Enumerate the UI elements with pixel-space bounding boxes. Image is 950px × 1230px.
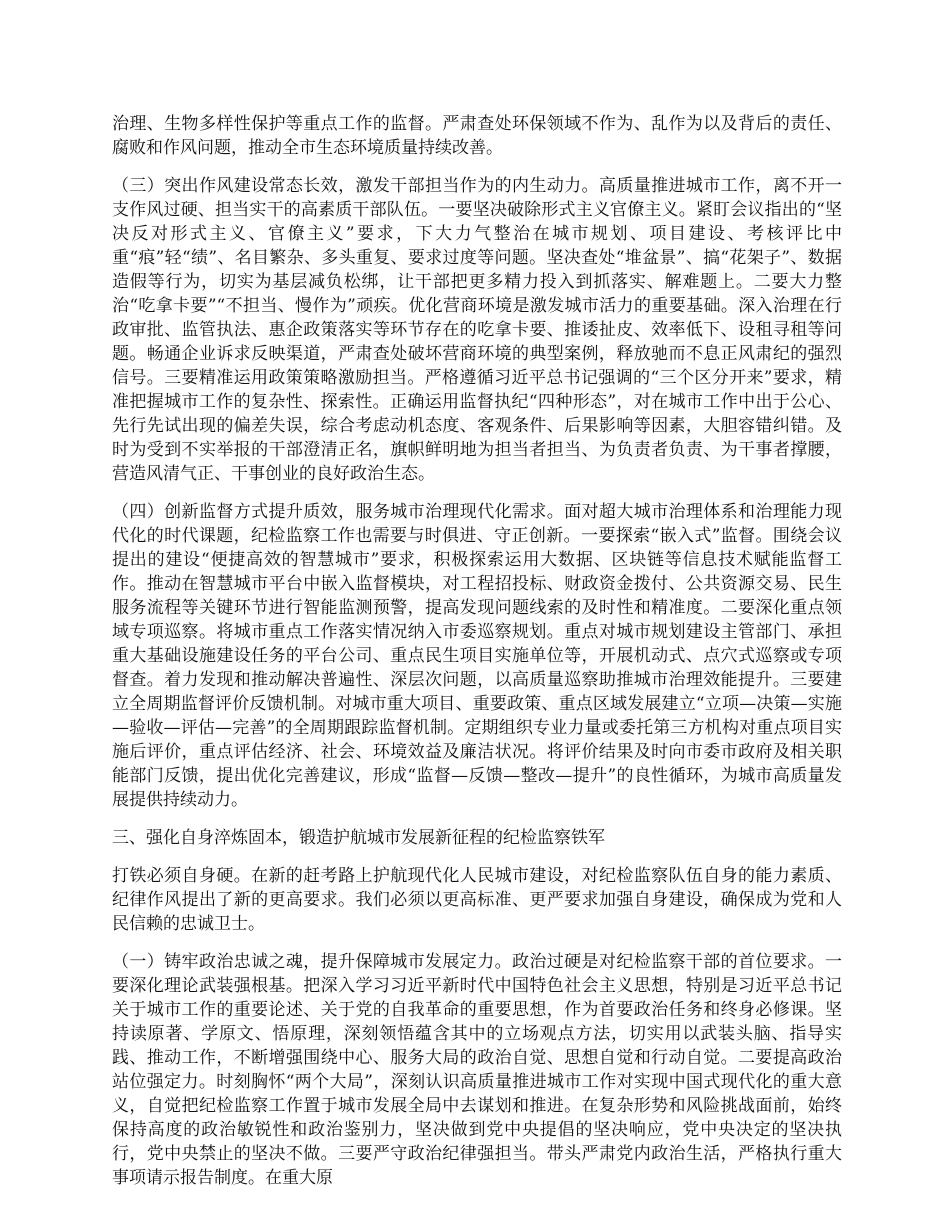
paragraph-political-loyalty: （一）铸牢政治忠诚之魂，提升保障城市发展定力。政治过硬是对纪检监察干部的首位要求。一要深化理论武装强根基。把深入学习习近平新时代中国特色社会主义思想，特别是习近平总书记关于城市工作的重要论述、关于党的自我革命的重要思想，作为首要政治任务和终身必修课。坚持读原著、学原文、悟原理，深刻领悟蕴含其中的立场观点方法，切实用以武装头脑、指导实践、推动工作，不断增强围绕中心、服务大局的政治自觉、思想自觉和行动自觉。二要提高政治站位强定力。时刻胸怀“两个大局”，深刻认识高质量推进城市工作对实现中国式现代化的重大意义，自觉把纪检监察工作置于城市发展全局中去谋划和推进。在复杂形势和风险挑战面前，始终保持高度的政治敏锐性和政治鉴别力，坚决做到党中央提倡的坚决响应，党中央决定的坚决执行，党中央禁止的坚决不做。三要严守政治纪律强担当。带头严肃党内政治生活，严格执行重大事项请示报告制度。在重大原 [112, 952, 842, 1188]
document-page [112, 112, 842, 1204]
paragraph-supervision-innovation: （四）创新监督方式提升质效，服务城市治理现代化需求。面对超大城市治理体系和治理能力现代化的时代课题，纪检监察工作也需要与时俱进、守正创新。一要探索“嵌入式”监督。围绕会议提出的建设“便捷高效的智慧城市”要求，积极探索运用大数据、区块链等信息技术赋能监督工作。推动在智慧城市平台中嵌入监督模块，对工程招投标、财政资金拨付、公共资源交易、民生服务流程等关键环节进行智能监测预警，提高发现问题线索的及时性和精准度。二要深化重点领域专项巡察。将城市重点工作落实情况纳入市委巡察规划。重点对城市规划建设主管部门、承担重大基础设施建设任务的平台公司、重点民生项目实施单位等，开展机动式、点穴式巡察或专项督查。着力发现和推动解决普遍性、深层次问题，以高质量巡察助推城市治理效能提升。三要建立全周期监督评价反馈机制。对城市重大项目、重要政策、重点区域发展建立“立项—决策—实施—验收—评估—完善”的全周期跟踪监督机制。定期组织专业力量或委托第三方机构对重点项目实施后评价，重点评估经济、社会、环境效益及廉洁状况。将评价结果及时向市委市政府及相关职能部门反馈，提出优化完善建议，形成“监督—反馈—整改—提升”的良性循环，为城市高质量发展提供持续动力。 [112, 502, 842, 810]
paragraph-work-style: （三）突出作风建设常态长效，激发干部担当作为的内生动力。高质量推进城市工作，离不开一支作风过硬、担当实干的高素质干部队伍。一要坚决破除形式主义官僚主义。紧盯会议指出的“坚决反对形式主义、官僚主义”要求，下大力气整治在城市规划、项目建设、考核评比中重“痕”轻“绩”、名目繁杂、多头重复、要求过度等问题。坚决查处“堆盆景”、搞“花架子”、数据造假等行为，切实为基层减负松绑，让干部把更多精力投入到抓落实、解难题上。二要大力整治“吃拿卡要”“不担当、慢作为”顽疾。优化营商环境是激发城市活力的重要基础。深入治理在行政审批、监管执法、惠企政策落实等环节存在的吃拿卡要、推诿扯皮、效率低下、设租寻租等问题。畅通企业诉求反映渠道，严肃查处破坏营商环境的典型案例，释放驰而不息正风肃纪的强烈信号。三要精准运用政策策略激励担当。严格遵循习近平总书记强调的“三个区分开来”要求，精准把握城市工作的复杂性、探索性。正确运用监督执纪“四种形态”，对在城市工作中出于公心、先行先试出现的偏差失误，综合考虑动机态度、客观条件、后果影响等因素，大胆容错纠错。及时为受到不实举报的干部澄清正名，旗帜鲜明地为担当者担当、为负责者负责、为干事者撑腰，营造风清气正、干事创业的良好政治生态。 [112, 176, 842, 484]
paragraph-environment-continuation: 治理、生物多样性保护等重点工作的监督。严肃查处环保领域不作为、乱作为以及背后的责任、腐败和作风问题，推动全市生态环境质量持续改善。 [112, 114, 842, 158]
paragraph-self-discipline-intro: 打铁必须自身硬。在新的赶考路上护航现代化人民城市建设，对纪检监察队伍自身的能力素质、纪律作风提出了新的更高要求。我们必须以更高标准、更严要求加强自身建设，确保成为党和人民信赖的忠诚卫士。 [112, 866, 842, 934]
section-heading: 三、强化自身淬炼固本，锻造护航城市发展新征程的纪检监察铁军 [112, 828, 605, 848]
